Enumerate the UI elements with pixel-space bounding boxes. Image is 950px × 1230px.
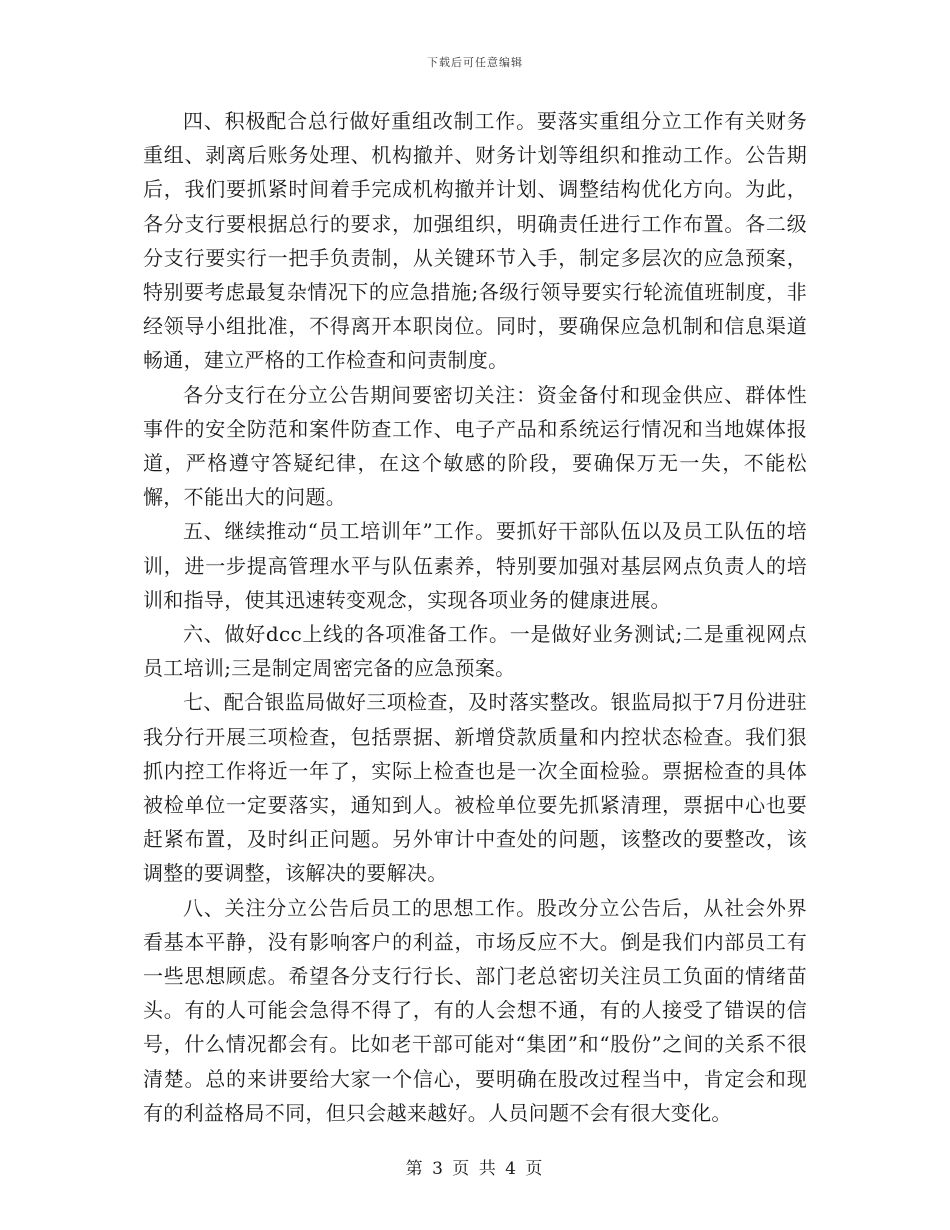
page-number-footer: 第 3 页 共 4 页 xyxy=(405,1159,545,1179)
header-note: 下载后可任意编辑 xyxy=(427,56,523,69)
paragraph-announcement-attention: 各分支行在分立公告期间要密切关注：资金备付和现金供应、群体性事件的安全防范和案件防查工作、电子产品和系统运行情况和当地媒体报道，严格遵守答疑纪律，在这个敏感的阶段，要确保万无一失，不能松懈，不能出大的问题。 xyxy=(143,382,807,510)
document-body xyxy=(143,104,807,1130)
paragraph-inspections: 七、配合银监局做好三项检查，及时落实整改。银监局拟于7月份进驻我分行开展三项检查，包括票据、新增贷款质量和内控状态检查。我们狠抓内控工作将近一年了，实际上检查也是一次全面检验。票据检查的具体被检单位一定要落实，通知到人。被检单位要先抓紧清理，票据中心也要赶紧布置，及时纠正问题。另外审计中查处的问题，该整改的要整改，该调整的要调整，该解决的要解决。 xyxy=(143,690,807,886)
paragraph-dcc-launch: 六、做好dcc上线的各项准备工作。一是做好业务测试;二是重视网点员工培训;三是制定周密完备的应急预案。 xyxy=(143,622,807,681)
paragraph-staff-training: 五、继续推动“员工培训年”工作。要抓好干部队伍以及员工队伍的培训，进一步提高管理水平与队伍素养，特别要加强对基层网点负责人的培训和指导，使其迅速转变观念，实现各项业务的健康进展。 xyxy=(143,519,807,612)
paragraph-reorganization: 四、积极配合总行做好重组改制工作。要落实重组分立工作有关财务重组、剥离后账务处理、机构撤并、财务计划等组织和推动工作。公告期后，我们要抓紧时间着手完成机构撤并计划、调整结构优化方向。为此，各分支行要根据总行的要求，加强组织，明确责任进行工作布置。各二级分支行要实行一把手负责制，从关键环节入手，制定多层次的应急预案，特别要考虑最复杂情况下的应急措施;各级行领导要实行轮流值班制度，非经领导小组批准，不得离开本职岗位。同时，要确保应急机制和信息渠道畅通，建立严格的工作检查和问责制度。 xyxy=(143,109,807,373)
paragraph-staff-morale: 八、关注分立公告后员工的思想工作。股改分立公告后，从社会外界看基本平静，没有影响客户的利益，市场反应不大。倒是我们内部员工有一些思想顾虑。希望各分支行行长、部门老总密切关注员工负面的情绪苗头。有的人可能会急得不得了，有的人会想不通，有的人接受了错误的信号，什么情况都会有。比如老干部可能对“集团”和“股份”之间的关系不很清楚。总的来讲要给大家一个信心，要明确在股改过程当中，肯定会和现有的利益格局不同，但只会越来越好。人员问题不会有很大变化。 xyxy=(143,895,807,1125)
